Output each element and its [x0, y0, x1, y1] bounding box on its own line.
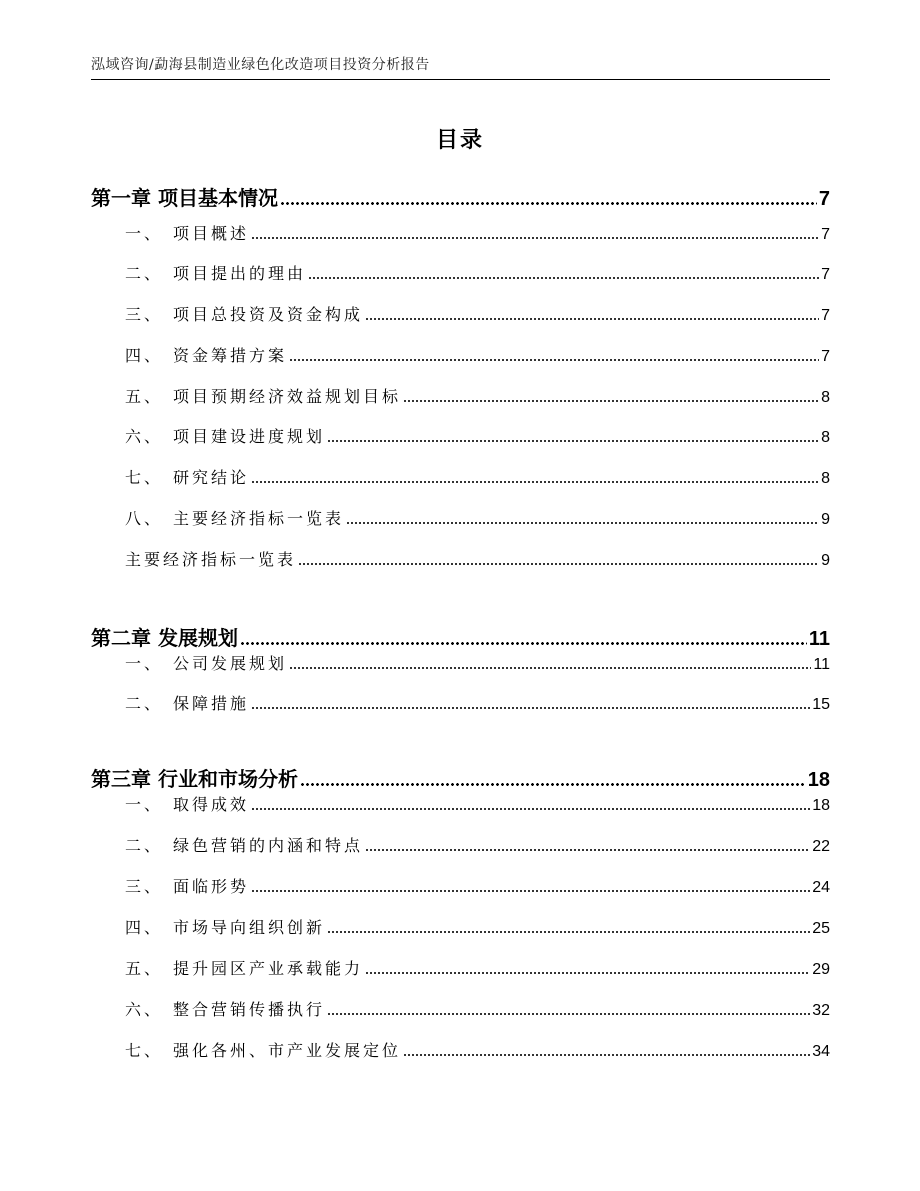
toc-entry-title: 第一章 项目基本情况: [91, 186, 278, 210]
toc-page-number: 11: [813, 656, 830, 673]
toc-page-number: 18: [807, 769, 830, 791]
toc-entry-title: 整合营销传播执行: [173, 1000, 326, 1019]
toc-section-entry[interactable]: [91, 464, 830, 488]
toc-dot-leader: [308, 277, 819, 279]
toc-section-entry[interactable]: [91, 220, 830, 244]
toc-page-number: 22: [812, 838, 830, 855]
toc-entry-title: 公司发展规划: [173, 654, 288, 673]
toc-entry-number: 三、: [125, 305, 164, 324]
toc-entry-label: [125, 874, 249, 897]
toc-chapter-entry[interactable]: [91, 762, 830, 792]
toc-section-entry[interactable]: [91, 423, 830, 447]
toc-entry-title: 研究结论: [173, 468, 250, 487]
toc-entry-number: 三、: [125, 877, 164, 896]
toc-section-entry[interactable]: [91, 914, 830, 938]
toc-section-entry[interactable]: [91, 342, 830, 366]
toc-dot-leader: [251, 707, 810, 709]
toc-page-number: 11: [808, 628, 830, 650]
toc-dot-leader: [403, 1054, 810, 1056]
toc-page-number: 9: [821, 511, 830, 528]
toc-entry-title: 项目预期经济效益规划目标: [173, 387, 402, 406]
toc-entry-title: 项目建设进度规划: [173, 427, 326, 446]
toc-dot-leader: [365, 318, 819, 320]
toc-entry-label: [125, 997, 325, 1020]
toc-entry-label: [125, 343, 287, 366]
toc-entry-title: 保障措施: [173, 694, 250, 713]
toc-dot-leader: [289, 359, 819, 361]
toc-page-number: 8: [821, 389, 830, 406]
toc-entry-title: 主要经济指标一览表: [125, 550, 297, 569]
toc-entry-number: 一、: [125, 795, 164, 814]
toc-section-entry[interactable]: [91, 690, 830, 714]
toc-dot-leader: [300, 783, 806, 786]
toc-entry-title: 市场导向组织创新: [173, 918, 326, 937]
toc-page-number: 32: [812, 1002, 830, 1019]
toc-entry-label: [125, 833, 363, 856]
toc-entry-label: [125, 651, 287, 674]
toc-entry-label: [125, 465, 249, 488]
toc-dot-leader: [289, 667, 811, 669]
toc-dot-leader: [240, 642, 807, 645]
toc-entry-label: [125, 384, 401, 407]
toc-section-entry[interactable]: [91, 383, 830, 407]
toc-section-entry[interactable]: [91, 873, 830, 897]
toc-entry-number: 六、: [125, 427, 164, 446]
toc-page-number: 7: [821, 266, 830, 283]
toc-section-entry[interactable]: [91, 505, 830, 529]
toc-chapter-entry[interactable]: [91, 621, 830, 651]
toc-page-number: 34: [812, 1043, 830, 1060]
toc-page-number: 25: [812, 920, 830, 937]
toc-entry-title: 绿色营销的内涵和特点: [173, 836, 364, 855]
toc-title: 目录: [435, 128, 484, 153]
toc-section-entry[interactable]: [91, 650, 830, 674]
toc-entry-number: 八、: [125, 509, 164, 528]
toc-section-entry[interactable]: [91, 791, 830, 815]
toc-page-number: 7: [818, 188, 830, 210]
toc-entry-number: 二、: [125, 264, 164, 283]
toc-entry-label: [125, 792, 249, 815]
toc-entry-number: 五、: [125, 959, 164, 978]
toc-entry-number: 四、: [125, 918, 164, 937]
toc-page-number: 7: [821, 307, 830, 324]
toc-entry-label: [125, 956, 363, 979]
toc-dot-leader: [298, 563, 819, 565]
toc-section-entry[interactable]: [91, 996, 830, 1020]
toc-entry-label: [125, 302, 363, 325]
toc-dot-leader: [346, 522, 819, 524]
toc-dot-leader: [251, 808, 810, 810]
toc-entry-number: 一、: [125, 654, 164, 673]
toc-page-number: 29: [812, 961, 830, 978]
toc-dot-leader: [365, 849, 810, 851]
toc-dot-leader: [251, 481, 819, 483]
toc-entry-title: 第三章 行业和市场分析: [91, 767, 298, 791]
toc-dot-leader: [280, 202, 817, 205]
toc-entry-number: 二、: [125, 694, 164, 713]
toc-entry-title: 项目提出的理由: [173, 264, 307, 283]
toc-entry-title: 面临形势: [173, 877, 250, 896]
toc-page-number: 24: [812, 879, 830, 896]
toc-entry-label: [125, 691, 249, 714]
toc-dot-leader: [327, 931, 810, 933]
toc-entry-number: 七、: [125, 468, 164, 487]
toc-page-number: 7: [821, 348, 830, 365]
toc-dot-leader: [365, 972, 810, 974]
toc-section-entry[interactable]: [91, 546, 830, 570]
toc-entry-number: 一、: [125, 224, 164, 243]
toc-page-number: 18: [812, 797, 830, 814]
toc-entry-number: 四、: [125, 346, 164, 365]
toc-section-entry[interactable]: [91, 260, 830, 284]
toc-entry-label: [125, 1038, 401, 1061]
toc-entry-title: 第二章 发展规划: [91, 626, 238, 650]
toc-entry-label: [125, 261, 306, 284]
toc-entry-label: [91, 182, 278, 211]
toc-entry-number: 五、: [125, 387, 164, 406]
toc-entry-label: [125, 547, 296, 570]
toc-chapter-entry[interactable]: [91, 181, 830, 211]
toc-page-number: 7: [821, 226, 830, 243]
toc-entry-title: 资金筹措方案: [173, 346, 288, 365]
toc-entry-label: [125, 506, 344, 529]
toc-section-entry[interactable]: [91, 955, 830, 979]
toc-entry-title: 项目概述: [173, 224, 250, 243]
toc-dot-leader: [327, 1013, 810, 1015]
toc-entry-label: [125, 915, 325, 938]
toc-page-number: 8: [821, 429, 830, 446]
toc-entry-number: 七、: [125, 1041, 164, 1060]
toc-entry-title: 项目总投资及资金构成: [173, 305, 364, 324]
toc-dot-leader: [251, 890, 810, 892]
toc-entry-number: 二、: [125, 836, 164, 855]
toc-entry-title: 主要经济指标一览表: [173, 509, 345, 528]
toc-section-entry[interactable]: [91, 1037, 830, 1061]
toc-entry-number: 六、: [125, 1000, 164, 1019]
toc-entry-label: [91, 763, 298, 792]
toc-entry-title: 取得成效: [173, 795, 250, 814]
toc-dot-leader: [251, 237, 819, 239]
toc-entry-label: [125, 221, 249, 244]
toc-page-number: 9: [821, 552, 830, 569]
toc-entry-title: 强化各州、市产业发展定位: [173, 1041, 402, 1060]
toc-entry-label: [91, 622, 238, 651]
toc-section-entry[interactable]: [91, 832, 830, 856]
header-divider: [91, 79, 830, 80]
toc-dot-leader: [327, 440, 819, 442]
toc-dot-leader: [403, 400, 819, 402]
toc-entry-title: 提升园区产业承载能力: [173, 959, 364, 978]
toc-page-number: 15: [812, 696, 830, 713]
toc-section-entry[interactable]: [91, 301, 830, 325]
toc-page-number: 8: [821, 470, 830, 487]
toc-entry-label: [125, 424, 325, 447]
running-header: 泓域咨询/勐海县制造业绿色化改造项目投资分析报告: [91, 57, 430, 73]
